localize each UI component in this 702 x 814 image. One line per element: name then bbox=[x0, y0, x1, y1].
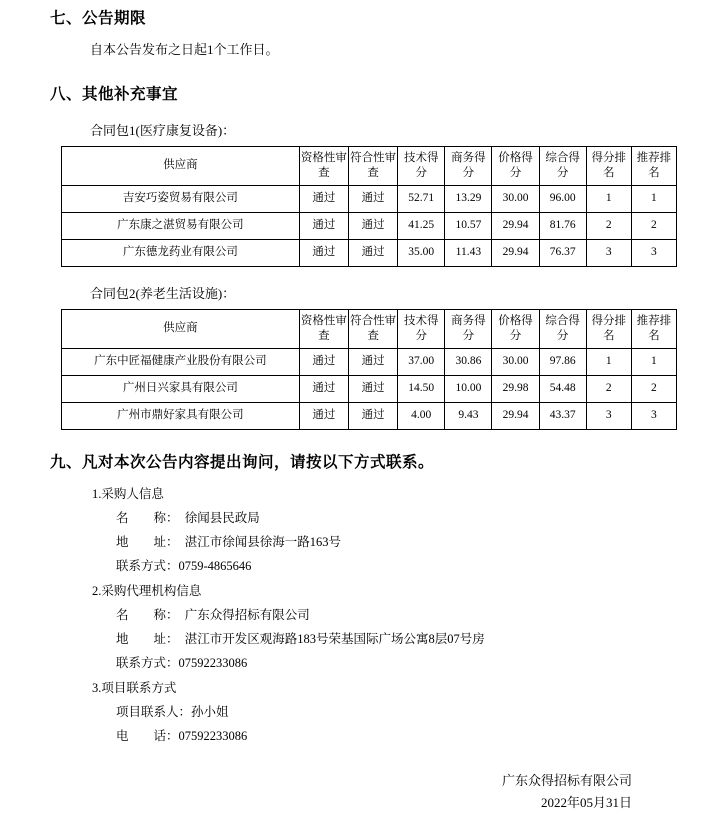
cell-supplier: 吉安巧姿贸易有限公司 bbox=[62, 185, 300, 212]
table-row bbox=[62, 239, 677, 266]
cell-price-score: 29.94 bbox=[492, 239, 539, 266]
cell-technical-score: 52.71 bbox=[398, 185, 445, 212]
cell-price-score: 30.00 bbox=[492, 185, 539, 212]
table-header-row bbox=[62, 146, 677, 185]
col-compliance: 符合性审查 bbox=[348, 146, 397, 185]
cell-total-score: 76.37 bbox=[539, 239, 586, 266]
cell-supplier: 广东康之湛贸易有限公司 bbox=[62, 212, 300, 239]
document-footer bbox=[28, 770, 674, 814]
cell-technical-score: 37.00 bbox=[398, 348, 445, 375]
cell-qualification: 通过 bbox=[299, 402, 348, 429]
cell-technical-score: 4.00 bbox=[398, 402, 445, 429]
table-row bbox=[62, 348, 677, 375]
footer-organization: 广东众得招标有限公司 bbox=[501, 772, 632, 788]
cell-compliance: 通过 bbox=[348, 348, 397, 375]
cell-recommend-rank: 3 bbox=[631, 402, 676, 429]
package-2-table bbox=[61, 309, 677, 430]
contact-purchaser-address: 地 址： 湛江市徐闻县徐海一路163号 bbox=[116, 534, 342, 549]
col-supplier: 供应商 bbox=[62, 309, 300, 348]
cell-qualification: 通过 bbox=[299, 348, 348, 375]
cell-total-score: 96.00 bbox=[539, 185, 586, 212]
cell-technical-score: 14.50 bbox=[398, 375, 445, 402]
col-total-score: 综合得分 bbox=[539, 146, 586, 185]
col-technical-score: 技术得分 bbox=[398, 309, 445, 348]
contact-purchaser-name: 名 称： 徐闻县民政局 bbox=[116, 510, 260, 525]
package-2-label: 合同包2(养老生活设施)： bbox=[90, 285, 236, 301]
cell-technical-score: 41.25 bbox=[398, 212, 445, 239]
table-header-row bbox=[62, 309, 677, 348]
section-heading-announcement-period: 七、公告期限 bbox=[50, 10, 147, 27]
contact-agency-title: 2.采购代理机构信息 bbox=[92, 583, 202, 598]
cell-recommend-rank: 2 bbox=[631, 375, 676, 402]
cell-supplier: 广州日兴家具有限公司 bbox=[62, 375, 300, 402]
cell-supplier: 广东中匠福健康产业股份有限公司 bbox=[62, 348, 300, 375]
col-score-rank: 得分排名 bbox=[586, 309, 631, 348]
col-technical-score: 技术得分 bbox=[398, 146, 445, 185]
cell-compliance: 通过 bbox=[348, 185, 397, 212]
col-business-score: 商务得分 bbox=[445, 309, 492, 348]
cell-total-score: 81.76 bbox=[539, 212, 586, 239]
col-compliance: 符合性审查 bbox=[348, 309, 397, 348]
cell-technical-score: 35.00 bbox=[398, 239, 445, 266]
cell-business-score: 13.29 bbox=[445, 185, 492, 212]
cell-business-score: 9.43 bbox=[445, 402, 492, 429]
cell-qualification: 通过 bbox=[299, 212, 348, 239]
cell-recommend-rank: 2 bbox=[631, 212, 676, 239]
cell-price-score: 29.94 bbox=[492, 402, 539, 429]
cell-price-score: 29.94 bbox=[492, 212, 539, 239]
col-price-score: 价格得分 bbox=[492, 146, 539, 185]
col-qualification: 资格性审查 bbox=[299, 146, 348, 185]
col-score-rank: 得分排名 bbox=[586, 146, 631, 185]
cell-price-score: 30.00 bbox=[492, 348, 539, 375]
contact-project-phone: 电 话：07592233086 bbox=[116, 728, 248, 743]
cell-compliance: 通过 bbox=[348, 239, 397, 266]
cell-score-rank: 1 bbox=[586, 185, 631, 212]
contact-purchaser-phone: 联系方式：0759-4865646 bbox=[116, 558, 252, 573]
col-recommend-rank: 推荐排名 bbox=[631, 146, 676, 185]
section-heading-supplementary: 八、其他补充事宜 bbox=[50, 85, 179, 103]
table-row bbox=[62, 212, 677, 239]
col-supplier: 供应商 bbox=[62, 146, 300, 185]
cell-total-score: 54.48 bbox=[539, 375, 586, 402]
cell-recommend-rank: 1 bbox=[631, 185, 676, 212]
cell-business-score: 10.57 bbox=[445, 212, 492, 239]
cell-score-rank: 2 bbox=[586, 212, 631, 239]
section-heading-contact: 九、凡对本次公告内容提出询问，请按以下方式联系。 bbox=[50, 453, 435, 471]
col-qualification: 资格性审查 bbox=[299, 309, 348, 348]
cell-compliance: 通过 bbox=[348, 402, 397, 429]
contact-agency-address: 地 址： 湛江市开发区观海路183号荣基国际广场公寓8层07号房 bbox=[116, 631, 485, 646]
package-1-label: 合同包1(医疗康复设备)： bbox=[90, 122, 236, 138]
col-business-score: 商务得分 bbox=[445, 146, 492, 185]
cell-supplier: 广东德龙药业有限公司 bbox=[62, 239, 300, 266]
table-row bbox=[62, 375, 677, 402]
cell-recommend-rank: 3 bbox=[631, 239, 676, 266]
cell-compliance: 通过 bbox=[348, 212, 397, 239]
cell-business-score: 30.86 bbox=[445, 348, 492, 375]
table-row bbox=[62, 185, 677, 212]
cell-qualification: 通过 bbox=[299, 375, 348, 402]
col-recommend-rank: 推荐排名 bbox=[631, 309, 676, 348]
cell-qualification: 通过 bbox=[299, 239, 348, 266]
footer-date: 2022年05月31日 bbox=[540, 794, 632, 810]
cell-recommend-rank: 1 bbox=[631, 348, 676, 375]
contact-project-person: 项目联系人：孙小姐 bbox=[116, 704, 229, 719]
cell-total-score: 43.37 bbox=[539, 402, 586, 429]
col-price-score: 价格得分 bbox=[492, 309, 539, 348]
cell-total-score: 97.86 bbox=[539, 348, 586, 375]
contact-block bbox=[28, 484, 674, 744]
col-total-score: 综合得分 bbox=[539, 309, 586, 348]
contact-project-title: 3.项目联系方式 bbox=[92, 680, 177, 695]
package-1-table bbox=[61, 146, 677, 267]
cell-score-rank: 1 bbox=[586, 348, 631, 375]
cell-score-rank: 2 bbox=[586, 375, 631, 402]
cell-compliance: 通过 bbox=[348, 375, 397, 402]
cell-score-rank: 3 bbox=[586, 402, 631, 429]
contact-purchaser-title: 1.采购人信息 bbox=[92, 486, 164, 501]
table-row bbox=[62, 402, 677, 429]
announcement-period-text: 自本公告发布之日起1个工作日。 bbox=[90, 42, 279, 57]
cell-supplier: 广州市鼎好家具有限公司 bbox=[62, 402, 300, 429]
cell-price-score: 29.98 bbox=[492, 375, 539, 402]
cell-business-score: 10.00 bbox=[445, 375, 492, 402]
contact-agency-phone: 联系方式：07592233086 bbox=[116, 655, 248, 670]
cell-qualification: 通过 bbox=[299, 185, 348, 212]
cell-score-rank: 3 bbox=[586, 239, 631, 266]
contact-agency-name: 名 称： 广东众得招标有限公司 bbox=[116, 607, 310, 622]
cell-business-score: 11.43 bbox=[445, 239, 492, 266]
